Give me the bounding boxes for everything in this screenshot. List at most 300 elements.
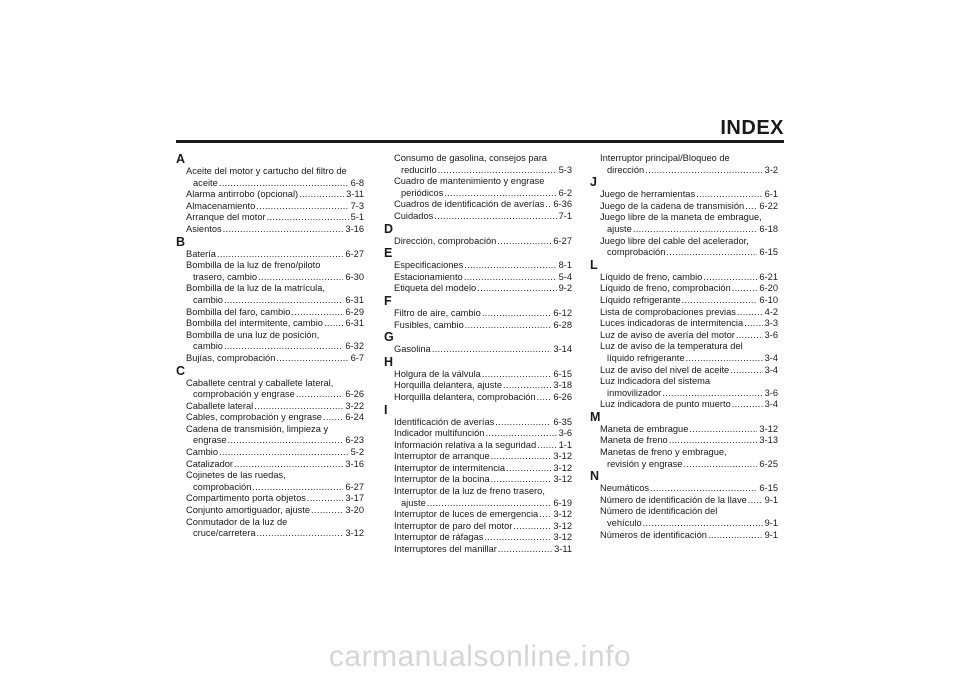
index-entry [384,344,572,356]
page-number: 3-12 [553,532,572,543]
index-entry [384,199,572,211]
dot-leader [299,189,344,201]
page-number: 6-18 [759,223,778,234]
dot-leader [497,236,551,248]
dot-leader [434,211,556,223]
dot-leader [296,389,344,401]
entry-text: Bujías, comprobación [186,352,276,363]
entry-text: Horquilla delantera, ajuste [394,380,503,391]
dot-leader [539,509,551,521]
entry-text: Número de identificación del [600,506,718,517]
index-entry [384,428,572,440]
entry-text: Luces indicadoras de intermitencia [600,318,744,329]
index-entry [384,153,572,165]
dot-leader [485,428,556,440]
dot-leader [645,165,762,177]
dot-leader [689,424,757,436]
entry-text: Cuadros de identificación de averías [394,199,545,210]
dot-leader [444,188,556,200]
index-entry [384,320,572,332]
index-entry [176,201,364,213]
dot-leader [683,459,757,471]
dot-leader [465,320,552,332]
index-entry [176,447,364,459]
section-letter: A [176,152,186,166]
entry-text: Caballete central y caballete lateral, [186,377,334,388]
page-number: 3-12 [759,423,778,434]
dot-leader [427,498,552,510]
page-number: 3-4 [764,364,778,375]
dot-leader [432,344,552,356]
page-number: 3-12 [553,509,572,520]
page-number: 3-16 [345,223,364,234]
index-entry [590,165,778,177]
entry-text: Identificación de averías [394,416,495,427]
page-number: 6-7 [350,352,364,363]
entry-text: Líquido de freno, cambio [600,271,703,282]
entry-text: Interruptores del manillar [394,544,497,555]
dot-leader [633,224,758,236]
entry-text: Aceite del motor y cartucho del filtro de [186,166,347,176]
page-number: 6-22 [759,200,778,211]
entry-text: Interruptor de intermitencia [394,462,506,473]
index-entry [590,483,778,495]
entry-text: Conjunto amortiguador, ajuste [186,505,311,516]
entry-text: Etiqueta del modelo [394,283,477,294]
page-number: 6-25 [759,458,778,469]
entry-text: Estacionamiento [394,271,463,282]
page-number: 6-8 [350,177,364,188]
index-entry [590,495,778,507]
dot-leader [324,318,343,330]
entry-text: Maneta de embrague [600,423,689,434]
entry-text: Juego de la cadena de transmisión [600,200,745,211]
entry-text: Manetas de freno y embrague, [600,447,727,458]
entry-text: Neumáticos [600,483,650,494]
page-number: 3-12 [553,462,572,473]
index-entry [176,283,364,295]
section-letter: H [384,354,394,369]
page-number: 6-10 [759,294,778,305]
index-entry [176,166,364,178]
dot-leader [730,365,762,377]
entry-text: Bombilla de la luz de freno/piloto [186,260,321,271]
entry-text: Interruptor de la bocina [394,474,490,485]
dot-leader [666,247,757,259]
entry-text: comprobación y engrase [193,389,295,400]
index-entry [590,388,778,400]
index-entry [590,189,778,201]
index-entry [176,401,364,413]
entry-text: Interruptor de ráfagas [394,532,484,543]
index-entry [590,330,778,342]
section-letter: E [384,246,393,261]
page-number: 3-6 [764,329,778,340]
entry-text: trasero, cambio [193,271,258,282]
entry-text: Bombilla del faro, cambio [186,306,291,317]
page-number: 6-30 [345,271,364,282]
entry-text: Asientos [186,223,222,234]
index-entry [590,365,778,377]
dot-leader [732,283,758,295]
dot-leader [228,435,344,447]
index-entry [176,505,364,517]
entry-text: Arranque del motor [186,212,266,223]
index-entry [176,330,364,342]
entry-text: revisión y engrase [607,458,683,469]
page-number: 6-31 [345,318,364,329]
dot-leader [464,260,556,272]
page-number: 6-35 [553,416,572,427]
dot-leader [276,353,348,365]
index-entry [384,417,572,429]
index-entry [590,224,778,236]
entry-text: Caballete lateral [186,400,254,411]
entry-text: Líquido refrigerante [600,294,681,305]
page-number: 6-1 [764,189,778,200]
index-entry [176,528,364,540]
index-entry [176,295,364,307]
index-entry [384,392,572,404]
index-entry [384,380,572,392]
entry-text: Juego libre del cable del acelerador, [600,235,749,246]
entry-text: reducirlo [401,164,437,175]
entry-text: cambio [193,341,223,352]
index-entry [384,283,572,295]
dot-leader [732,399,763,411]
entry-text: ajuste [401,497,426,508]
page-number: 3-3 [764,318,778,329]
index-entry [384,509,572,521]
section-letter: N [590,469,600,484]
entry-text: Consumo de gasolina, consejos para [394,153,547,163]
entry-text: Fusibles, cambio [394,319,464,330]
section-letter: J [590,175,597,190]
entry-text: Almacenamiento [186,200,256,211]
index-column-1 [176,153,364,540]
index-entry [384,532,572,544]
index-entry [590,272,778,284]
entry-text: Interruptor de luces de emergencia [394,509,539,520]
section-letter: C [176,363,186,378]
dot-leader [307,493,344,505]
dot-leader [503,380,551,392]
index-entry [384,498,572,510]
page-number: 3-14 [553,344,572,355]
page-number: 3-22 [345,400,364,411]
index-entry [590,153,778,165]
section-letter: L [590,257,598,272]
entry-text: Luz indicadora de punto muerto [600,399,731,410]
index-entry [384,521,572,533]
entry-text: Cadena de transmisión, limpieza y [186,423,329,434]
entry-text: líquido refrigerante [607,352,685,363]
index-entry [384,165,572,177]
page-number: 6-32 [345,341,364,352]
section-letter: D [384,221,394,236]
page-number: 3-4 [764,352,778,363]
entry-text: Luz de aviso de la temperatura del [600,341,743,352]
dot-leader [257,528,344,540]
page-number: 6-26 [345,389,364,400]
index-entry [176,470,364,482]
page-number: 6-26 [553,391,572,402]
entry-text: Números de identificación [600,529,707,540]
page-number: 3-4 [764,399,778,410]
section-letter: G [384,330,394,345]
dot-leader [464,272,557,284]
page-number: 5-4 [558,271,572,282]
dot-leader [224,341,343,353]
index-entry [176,318,364,330]
entry-text: Luz de aviso del nivel de aceite [600,364,730,375]
dot-leader [744,318,762,330]
entry-text: Líquido de freno, comprobación [600,283,731,294]
index-entry [176,435,364,447]
page-number: 5-3 [558,164,572,175]
dot-leader [477,283,556,295]
entry-text: Batería [186,248,216,259]
index-entry [590,236,778,248]
dot-leader [254,401,343,413]
index-entry [176,272,364,284]
index-entry [590,295,778,307]
index-entry [384,451,572,463]
entry-text: Cuidados [394,210,434,221]
section-letter: M [590,409,601,424]
page-number: 3-11 [554,544,572,555]
entry-text: Interruptor de paro del motor [394,520,513,531]
index-entry [384,188,572,200]
index-entry [384,260,572,272]
page-number: 6-27 [345,248,364,259]
entry-text: Cuadro de mantenimiento y engrase [394,176,545,187]
page-number: 7-3 [350,200,364,211]
entry-text: Bombilla del intermitente, cambio [186,318,323,329]
dot-leader [736,330,763,342]
page-number: 9-1 [764,518,778,529]
index-entry [590,518,778,530]
page-number: 6-15 [759,247,778,258]
page-number: 3-6 [764,387,778,398]
dot-leader [669,435,758,447]
entry-text: Horquilla delantera, comprobación [394,391,536,402]
page-number: 3-16 [345,458,364,469]
page-number: 3-12 [553,520,572,531]
page-number: 6-36 [553,199,572,210]
page-number: 6-28 [553,319,572,330]
index-entry [590,530,778,542]
index-entry [176,341,364,353]
entry-text: Cables, comprobación y engrase [186,412,322,423]
entry-text: Juego libre de la maneta de embrague, [600,212,762,223]
page-number: 6-20 [759,283,778,294]
index-entry [176,424,364,436]
section-letter: I [384,402,388,417]
index-entry [384,211,572,223]
index-entry [384,463,572,475]
page-number: 6-12 [553,307,572,318]
page-number: 9-1 [764,529,778,540]
index-entry [176,412,364,424]
index-column-2 [384,153,572,556]
index-entry [176,212,364,224]
index-entry [590,424,778,436]
entry-text: cambio [193,294,223,305]
dot-leader [662,388,762,400]
entry-text: Conmutador de la luz de [186,516,288,527]
page-number: 3-12 [553,474,572,485]
entry-text: Indicador multifunción [394,428,485,439]
index-entry [176,260,364,272]
entry-text: vehículo [607,518,642,529]
index-entry [384,474,572,486]
page-number: 3-13 [759,435,778,446]
index-entry [176,493,364,505]
dot-leader [267,212,349,224]
dot-leader [703,272,757,284]
dot-leader [224,295,343,307]
page-number: 6-24 [345,412,364,423]
entry-text: Número de identificación de la llave [600,494,747,505]
index-entry [176,517,364,529]
entry-text: Información relativa a la seguridad [394,439,537,450]
page-number: 9-1 [764,494,778,505]
entry-text: Interruptor de arranque [394,451,490,462]
dot-leader [217,249,343,261]
entry-text: Dirección, comprobación [394,235,497,246]
entry-text: Maneta de freno [600,435,668,446]
index-column-3 [590,153,778,541]
dot-leader [323,412,343,424]
index-entry [176,459,364,471]
page-number: 3-11 [346,189,364,200]
dot-leader [745,201,757,213]
entry-text: periódicos [401,187,444,198]
page-title: INDEX [720,117,784,139]
page-number: 9-2 [558,283,572,294]
entry-text: Filtro de aire, cambio [394,307,481,318]
dot-leader [291,307,343,319]
dot-leader [491,474,552,486]
dot-leader [537,392,552,404]
page-number: 3-20 [345,505,364,516]
entry-text: Gasolina [394,344,431,355]
page-number: 3-6 [558,428,572,439]
index-entry [590,307,778,319]
dot-leader [256,201,348,213]
page-number: 3-17 [345,493,364,504]
dot-leader [708,530,763,542]
page-number: 6-21 [759,271,778,282]
dot-leader [438,165,557,177]
index-entry [590,435,778,447]
index-entry [176,353,364,365]
index-entry [176,189,364,201]
index-entry [384,440,572,452]
page-number: 3-2 [764,164,778,175]
entry-text: Interruptor principal/Bloqueo de [600,153,730,163]
dot-leader [223,224,344,236]
entry-text: Luz de aviso de avería del motor [600,329,735,340]
entry-text: aceite [193,177,218,188]
page-number: 6-15 [553,368,572,379]
index-entry [590,247,778,259]
dot-leader [219,178,349,190]
dot-leader [545,199,551,211]
entry-text: Compartimento porta objetos [186,493,306,504]
index-entry [590,353,778,365]
entry-text: Lista de comprobaciones previas [600,306,736,317]
page-number: 6-15 [759,483,778,494]
index-entry [176,224,364,236]
page-number: 4-2 [764,306,778,317]
entry-text: Bombilla de una luz de posición, [186,329,320,340]
page-number: 6-2 [558,187,572,198]
entry-text: comprobación [193,481,252,492]
page-number: 6-19 [553,497,572,508]
page-number: 5-1 [350,212,364,223]
entry-text: Bombilla de la luz de la matrícula, [186,283,326,294]
dot-leader [219,447,349,459]
section-letter: B [176,234,186,249]
entry-text: Especificaciones [394,260,464,271]
entry-text: comprobación [607,247,666,258]
index-entry [384,486,572,498]
index-entry [384,308,572,320]
dot-leader [650,483,757,495]
entry-text: dirección [607,164,645,175]
entry-text: Luz indicadora del sistema [600,376,711,387]
index-entry [384,236,572,248]
dot-leader [482,369,552,381]
index-entry [590,376,778,388]
index-entry [176,307,364,319]
dot-leader [498,544,552,556]
index-entry [590,201,778,213]
section-letter: F [384,293,392,308]
entry-text: Cambio [186,447,219,458]
dot-leader [506,463,551,475]
page-number: 6-27 [553,235,572,246]
page-number: 7-1 [558,210,572,221]
index-entry [590,318,778,330]
index-entry [176,378,364,390]
dot-leader [537,440,556,452]
page-number: 5-2 [350,447,364,458]
entry-text: Interruptor de la luz de freno trasero, [394,486,545,497]
entry-text: engrase [193,435,227,446]
index-entry [590,283,778,295]
page-number: 6-27 [345,481,364,492]
dot-leader [748,495,763,507]
index-entry [384,176,572,188]
index-entry [384,272,572,284]
dot-leader [258,272,343,284]
entry-text: Holgura de la válvula [394,368,481,379]
page-number: 3-12 [553,451,572,462]
title-rule [176,140,784,143]
dot-leader [491,451,552,463]
page-number: 8-1 [558,260,572,271]
dot-leader [482,308,552,320]
entry-text: Cojinetes de las ruedas, [186,470,286,481]
dot-leader [686,353,763,365]
page-number: 3-18 [553,380,572,391]
index-entry [590,399,778,411]
dot-leader [311,505,343,517]
page-number: 3-12 [345,528,364,539]
